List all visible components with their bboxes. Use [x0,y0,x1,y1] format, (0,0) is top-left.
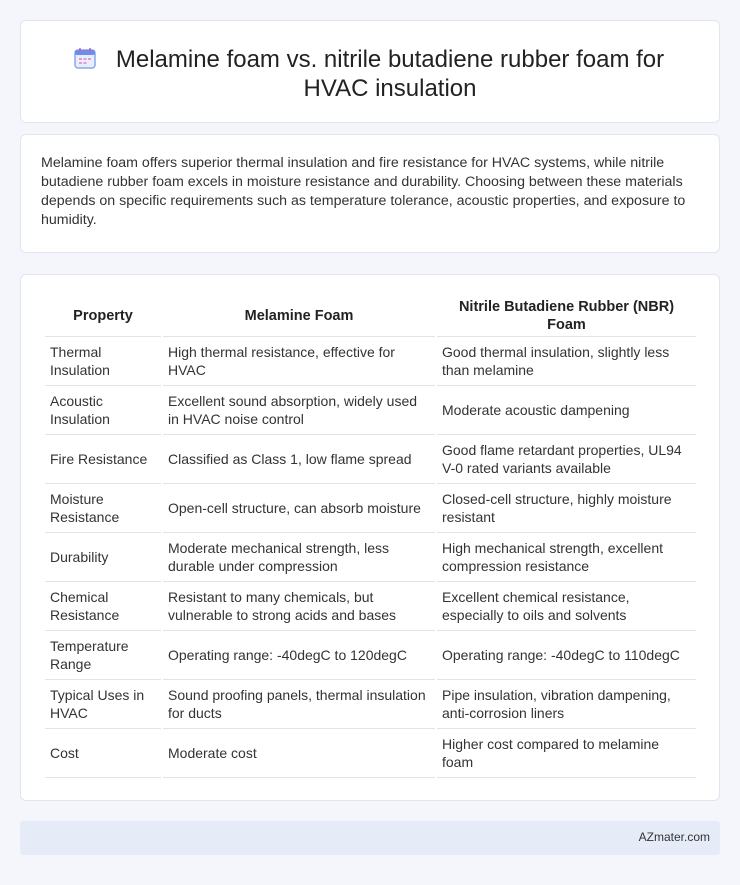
header-melamine: Melamine Foam [163,295,435,337]
property-cell: Durability [45,533,161,582]
title-card [20,20,720,123]
nbr-cell: High mechanical strength, excellent compression resistance [437,533,696,582]
table-header-row [45,295,696,337]
property-cell: Temperature Range [45,631,161,680]
property-cell: Typical Uses in HVAC [45,680,161,729]
nbr-cell: Good flame retardant properties, UL94 V-0 rated variants available [437,435,696,484]
header-property: Property [45,295,161,337]
nbr-cell: Moderate acoustic dampening [437,386,696,435]
melamine-cell: Excellent sound absorption, widely used in HVAC noise control [163,386,435,435]
nbr-cell: Operating range: -40degC to 110degC [437,631,696,680]
table-row [45,484,696,533]
table-row [45,533,696,582]
property-cell: Moisture Resistance [45,484,161,533]
property-cell: Fire Resistance [45,435,161,484]
table-row [45,680,696,729]
nbr-cell: Closed-cell structure, highly moisture resistant [437,484,696,533]
nbr-cell: Higher cost compared to melamine foam [437,729,696,778]
melamine-cell: Moderate mechanical strength, less durable under compression [163,533,435,582]
nbr-cell: Excellent chemical resistance, especially to oils and solvents [437,582,696,631]
melamine-cell: Open-cell structure, can absorb moisture [163,484,435,533]
table-row [45,435,696,484]
melamine-cell: Sound proofing panels, thermal insulation for ducts [163,680,435,729]
melamine-cell: High thermal resistance, effective for HVAC [163,337,435,386]
intro-card [20,134,720,253]
melamine-cell: Operating range: -40degC to 120degC [163,631,435,680]
nbr-cell: Good thermal insulation, slightly less than melamine [437,337,696,386]
comparison-table-card [20,274,720,801]
table-row [45,337,696,386]
table-row [45,729,696,778]
nbr-cell: Pipe insulation, vibration dampening, anti-corrosion liners [437,680,696,729]
table-row [45,631,696,680]
melamine-cell: Moderate cost [163,729,435,778]
melamine-cell: Resistant to many chemicals, but vulnerable to strong acids and bases [163,582,435,631]
property-cell: Thermal Insulation [45,337,161,386]
property-cell: Cost [45,729,161,778]
table-row [45,386,696,435]
property-cell: Acoustic Insulation [45,386,161,435]
property-cell: Chemical Resistance [45,582,161,631]
intro-paragraph: Melamine foam offers superior thermal insulation and fire resistance for HVAC systems, while nitrile butadiene rubber foam excels in moisture resistance and durability. Choosing between these materials depends on specific requirements such as temperature tolerance, acoustic properties, and exposure to humidity. [41,155,686,228]
table-row [45,582,696,631]
comparison-table [43,295,698,778]
footer-brand: AZmater.com [638,830,710,844]
footer-bar [20,821,720,855]
header-nbr: Nitrile Butadiene Rubber (NBR) Foam [437,295,696,337]
page-title: Melamine foam vs. nitrile butadiene rubber foam for HVAC insulation [115,46,665,102]
melamine-cell: Classified as Class 1, low flame spread [163,435,435,484]
